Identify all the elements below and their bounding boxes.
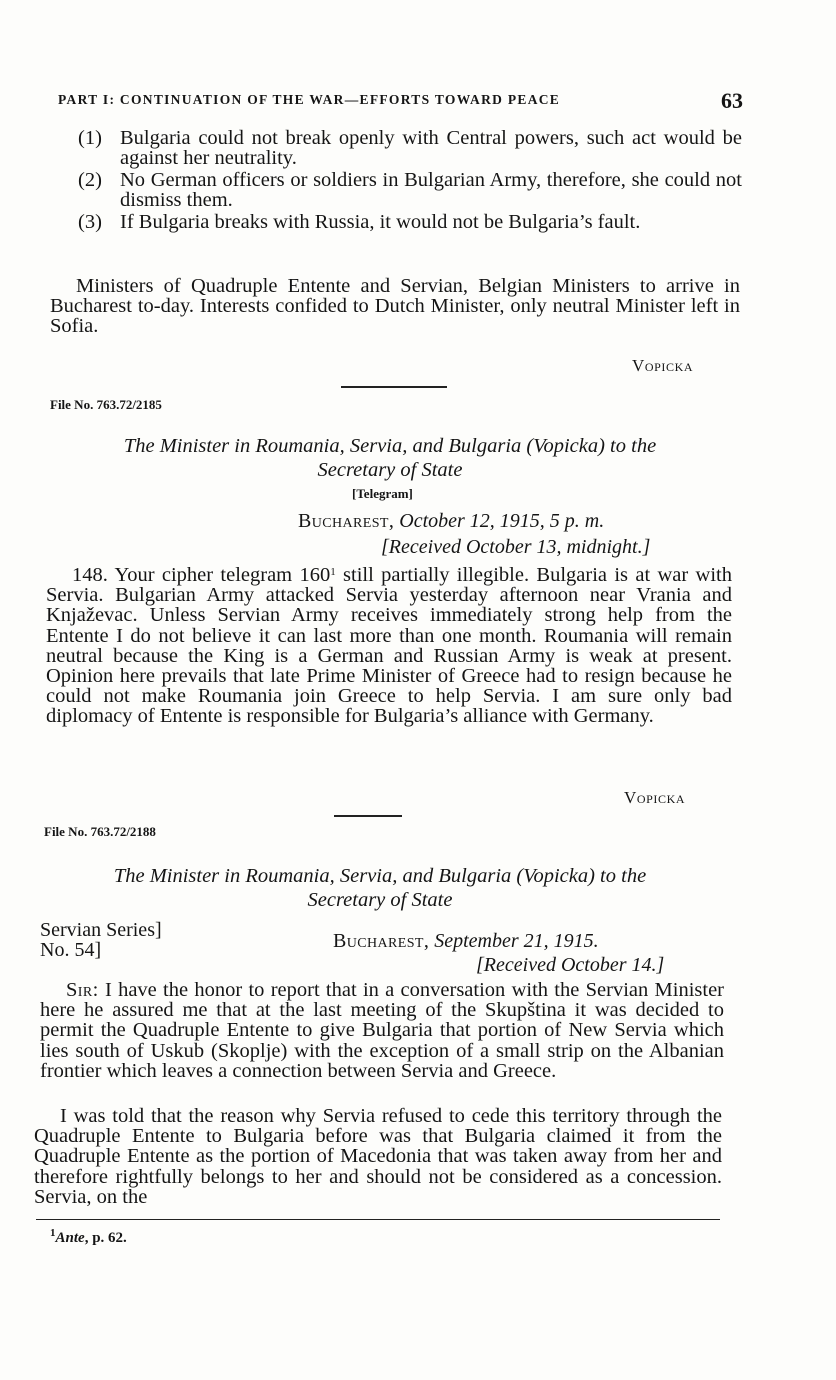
footnote-text: , p. 62. [84,1230,127,1246]
dateline-date: October 12, 1915, 5 p. m. [399,510,605,532]
dateline [298,510,604,533]
document-type: [Telegram] [352,486,413,501]
signature: Vopicka [632,356,694,375]
body-text: still partially illegible. Bulgaria is at war with Servia. Bulgarian Army attacked Servia yesterday afternoon near Vrania and Knjaževac. Unless Servian Army receives immediately strong help from the Entente I do not believe it can last more than one month. Roumania will remain neutral because the King is a German and Russian Army is weak at present. Opinion here prevails that late Prime Minister of Greece had to resign because he could not make Roumania join Greece to help Servia. I am sure only bad diplomacy of Entente is responsible for Bulgaria’s alliance with Germany. [46,564,732,728]
dateline-place: Bucharest, [298,510,395,532]
despatch-paragraph: I was told that the reason why Servia refused to cede this territory through the Quadruple Entente to Bulgaria before was that Bulgaria claimed it from the Quadruple Entente as the portion of Macedonia that was taken away from her and therefore rightfully belongs to her and should not be considered as a concession. Servia, on the [34,1105,722,1208]
footnote-reference: 1 [330,566,336,578]
document-title [30,864,730,912]
section-divider [341,386,447,388]
dateline-date: September 21, 1915. [434,930,599,952]
series-line: Servian Series] [40,919,162,941]
series-line: No. 54] [40,939,102,961]
closing-paragraph: Ministers of Quadruple Entente and Servian, Belgian Ministers to arrive in Bucharest to-day. Interests confided to Dutch Minister, only neutral Minister left in Sofia. [50,275,740,338]
footnote [50,1227,127,1247]
list-item-text: Bulgaria could not break openly with Central powers, such act would be against her neutrality. [120,127,742,169]
footnote-label: Ante [55,1230,85,1246]
page-number: 63 [721,88,743,113]
salutation: Sir: [66,979,99,1001]
list-item-text: No German officers or soldiers in Bulgarian Army, therefore, she could not dismiss them. [120,169,742,211]
document-title-line: Secretary of State [307,889,453,911]
file-number: File No. 763.72/2188 [44,824,156,839]
list-item-number: (2) [78,169,102,191]
list-item [78,212,742,232]
file-number: File No. 763.72/2185 [50,397,162,412]
telegram-body [46,562,732,727]
received-line: [Received October 13, midnight.] [381,536,651,558]
signature: Vopicka [624,788,686,807]
despatch-paragraph [40,980,724,1081]
footnote-divider [36,1219,720,1220]
footnote-mark: 1 [50,1227,56,1239]
running-header: PART I: CONTINUATION OF THE WAR—EFFORTS TOWARD PEACE [58,92,561,107]
document-title [40,434,740,482]
dateline [333,930,599,953]
document-title-line: The Minister in Roumania, Servia, and Bulgaria (Vopicka) to the [113,865,647,887]
received-line: [Received October 14.] [476,954,665,976]
series-reference [40,920,162,960]
document-title-line: The Minister in Roumania, Servia, and Bulgaria (Vopicka) to the [123,435,657,457]
body-text: 148. Your cipher telegram 160 [72,564,331,586]
document-title-line: Secretary of State [317,459,463,481]
list-item-number: (3) [78,211,102,233]
dateline-place: Bucharest, [333,930,430,952]
list-item [78,170,742,210]
list-item-text: If Bulgaria breaks with Russia, it would not be Bulgaria’s fault. [120,211,641,233]
body-text: I have the honor to report that in a conversation with the Servian Minister here he assured me that at the last meeting of the Skupština it was decided to permit the Quadruple Entente to give Bulgaria that portion of New Servia which lies south of Uskub (Skoplje) with the exception of a small strip on the Albanian frontier which leaves a connection between Servia and Greece. [40,979,724,1082]
list-item-number: (1) [78,127,102,149]
section-divider [334,815,402,817]
numbered-points [78,128,742,234]
list-item [78,128,742,168]
